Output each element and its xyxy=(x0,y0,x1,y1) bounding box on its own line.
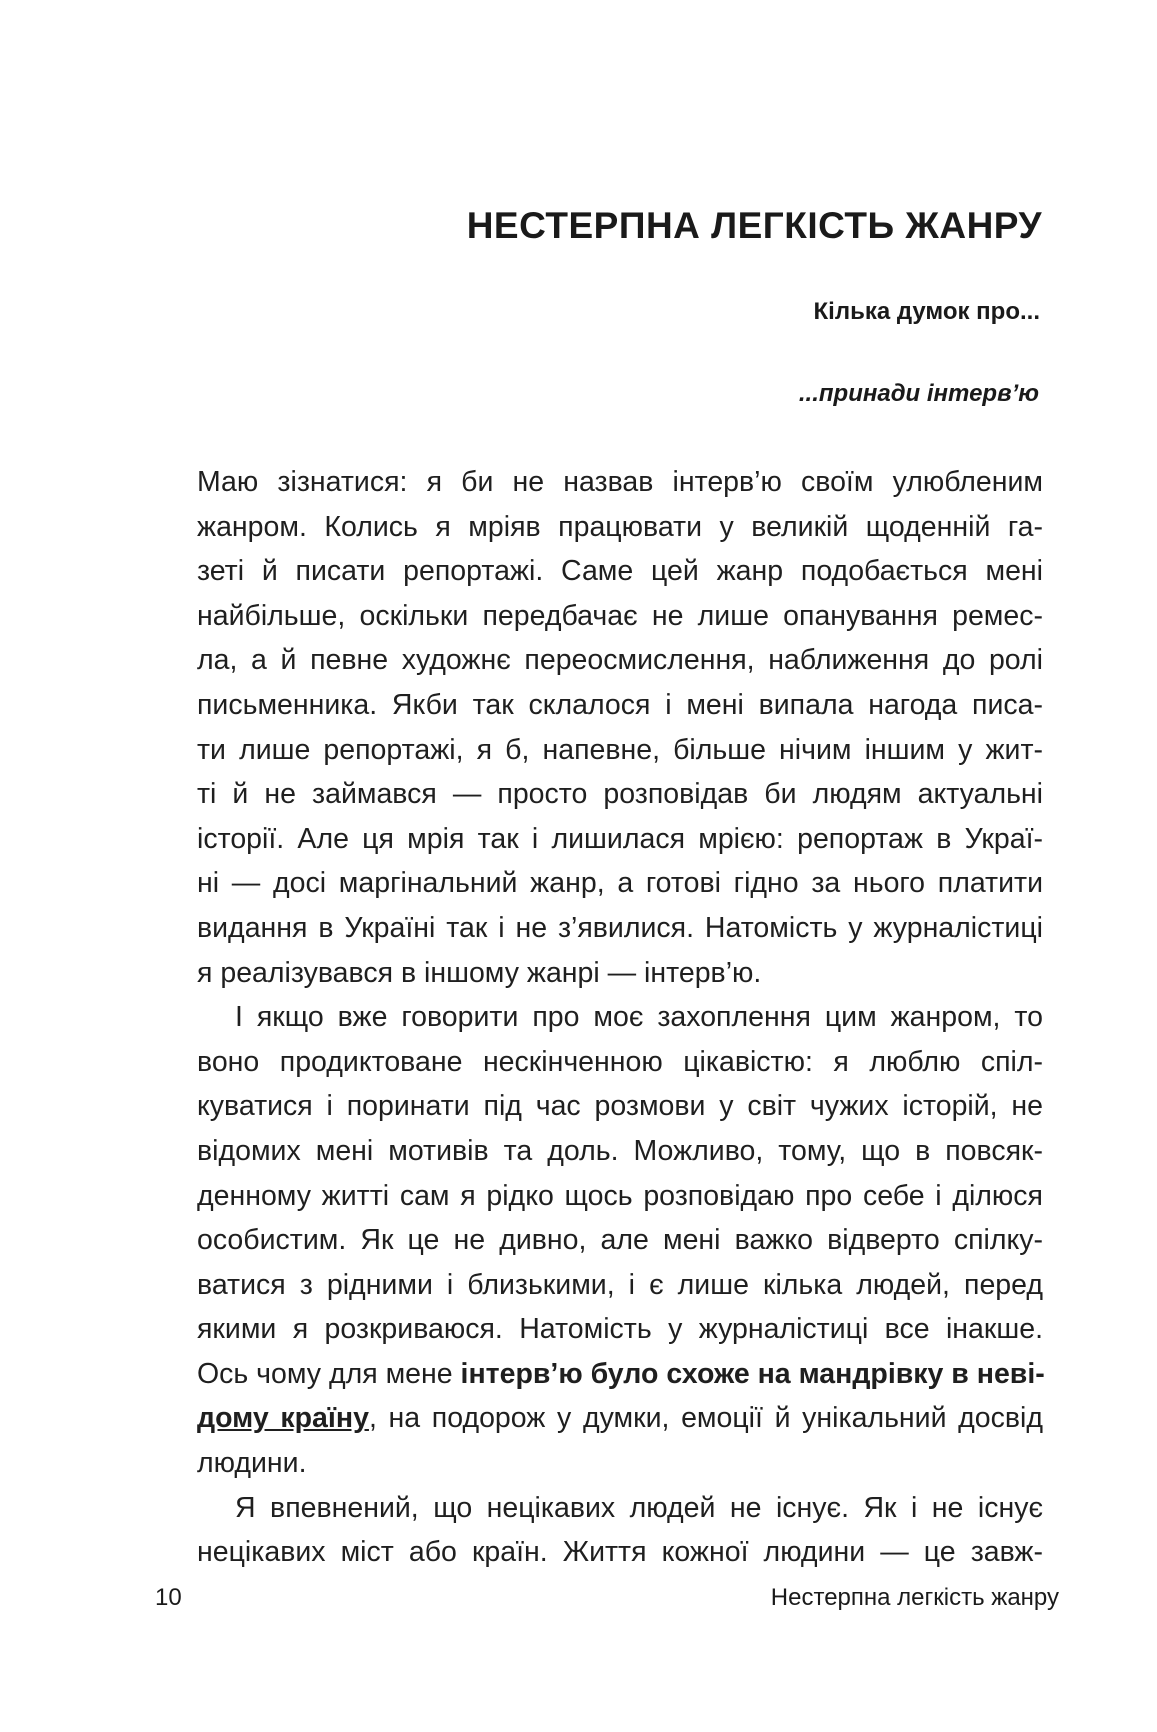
text-line xyxy=(197,1352,1043,1397)
text-line: воно продиктоване нескінченною цікавістю: я люблю спіл- xyxy=(197,1045,1043,1078)
text-line: ти лише репортажі, я б, напевне, більше нічим іншим у жит- xyxy=(197,733,1043,766)
text-span: , на подорож у думки, емоції й унікальний досвід xyxy=(368,1402,1044,1435)
text-line: якими я розкриваюся. Натомість у журналістиці все інакше. xyxy=(197,1313,1043,1346)
page-number: 10 xyxy=(155,1584,182,1611)
text-span: Ось чому для мене xyxy=(197,1357,461,1390)
section-subtitle: Кілька думок про... xyxy=(813,298,1040,325)
text-line: найбільше, оскільки передбачає не лише опанування ремес- xyxy=(197,599,1043,632)
text-line: куватися і поринати під час розмови у світ чужих історій, не xyxy=(197,1090,1043,1123)
text-line: ла, а й певне художнє переосмислення, наближення до ролі xyxy=(197,644,1043,677)
emphasis-underlined-text: дому країну xyxy=(197,1402,369,1435)
body-text xyxy=(197,460,1043,1575)
text-line: денному житті сам я рідко щось розповідаю про себе і ділюся xyxy=(197,1179,1043,1212)
paragraph-3 xyxy=(197,1486,1043,1575)
text-line: письменника. Якби так склалося і мені випала нагода писа- xyxy=(197,688,1043,721)
paragraph-2 xyxy=(197,995,1043,1486)
section-subsubtitle: ...принади інтерв’ю xyxy=(798,380,1039,407)
text-line: І якщо вже говорити про моє захоплення цим жанром, то xyxy=(235,1001,1043,1034)
paragraph-1 xyxy=(197,460,1043,995)
text-line: відомих мені мотивів та доль. Можливо, тому, що в повсяк- xyxy=(197,1134,1043,1167)
text-line: ні — досі маргінальний жанр, а готові гідно за нього платити xyxy=(197,867,1043,900)
text-line: ватися з рідними і близькими, і є лише кілька людей, перед xyxy=(197,1268,1043,1301)
text-line xyxy=(197,1396,1043,1441)
text-line: Я впевнений, що нецікавих людей не існує. Як і не існує xyxy=(235,1491,1043,1524)
emphasis-text: інтерв’ю було схоже на мандрівку в неві- xyxy=(460,1357,1045,1390)
running-title: Нестерпна легкість жанру xyxy=(770,1584,1059,1611)
text-line: людини. xyxy=(197,1447,307,1480)
text-line: нецікавих міст або країн. Життя кожної людини — це завж- xyxy=(197,1536,1043,1569)
text-line: видання в Україні так і не з’явилися. Натомість у журналістиці xyxy=(197,911,1043,944)
text-line: особистим. Як це не дивно, але мені важко відверто спілку- xyxy=(197,1224,1043,1257)
chapter-title: НЕСТЕРПНА ЛЕГКІСТЬ ЖАНРУ xyxy=(466,205,1042,246)
text-line: ті й не займався — просто розповідав би людям актуальні xyxy=(197,778,1043,811)
text-line: я реалізувався в іншому жанрі — інтерв’ю. xyxy=(197,956,762,989)
text-line: зеті й писати репортажі. Саме цей жанр подобається мені xyxy=(197,555,1043,588)
text-line: Маю зізнатися: я би не назвав інтерв’ю своїм улюбленим xyxy=(197,466,1043,498)
text-line: жанром. Колись я мріяв працювати у великій щоденній га- xyxy=(197,510,1043,543)
text-line: історії. Але ця мрія так і лишилася мрією: репортаж в Украї- xyxy=(197,822,1043,855)
